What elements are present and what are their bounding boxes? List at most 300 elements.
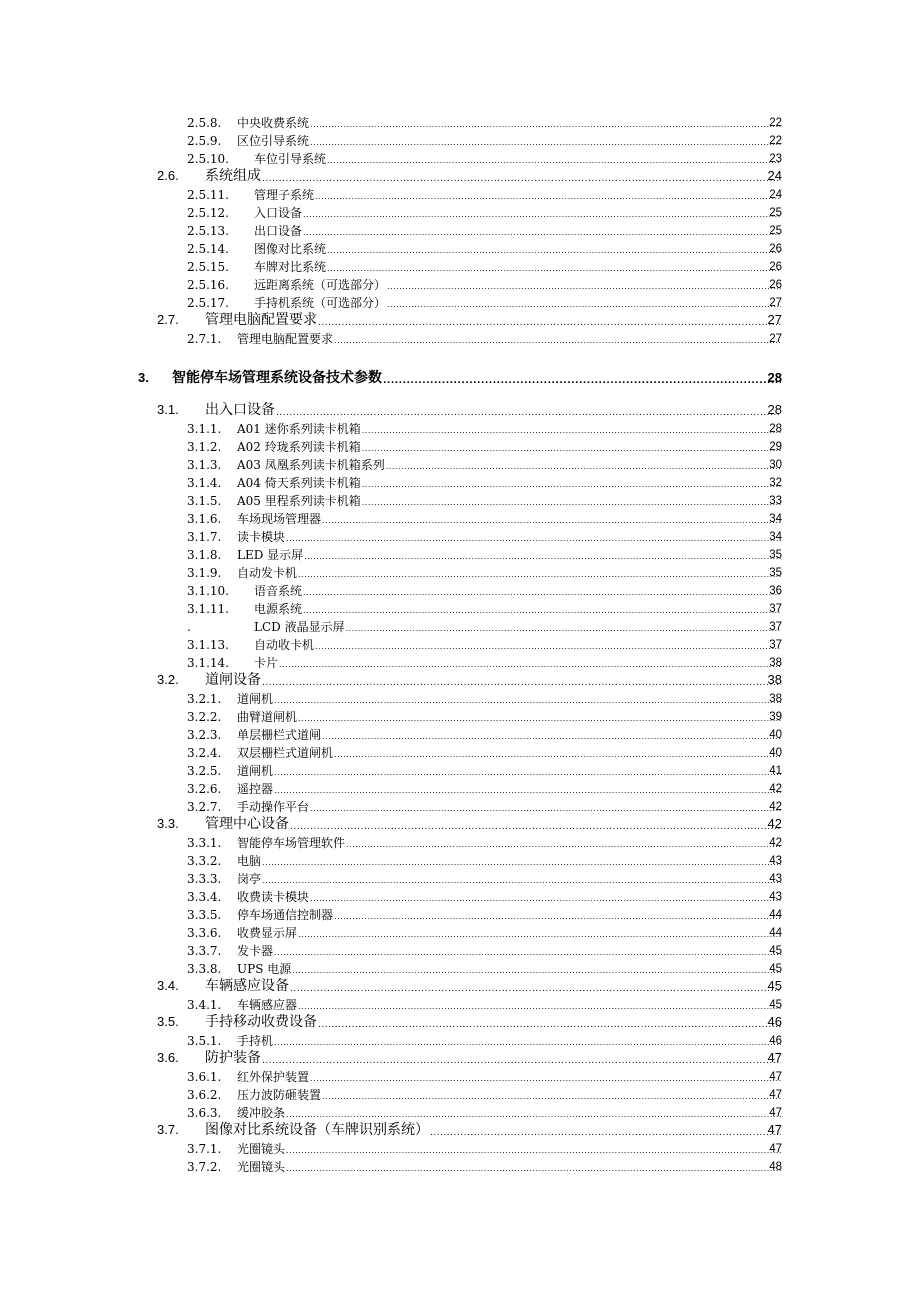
toc-entry-title-line [254, 224, 782, 238]
toc-entry-page-number: 39 [769, 711, 782, 723]
toc-entry-number: 3.1.4. [187, 476, 222, 490]
toc-entry-number: 2.5.11. [187, 188, 229, 202]
toc-entry-page-number: 37 [769, 639, 782, 651]
toc-entry-title: 智能停车场管理系统设备技术参数 [172, 370, 382, 386]
toc-entry-page-number: 26 [769, 261, 782, 273]
toc-entry-page-number: 27 [767, 312, 782, 327]
toc-entry[interactable] [0, 940, 920, 958]
toc-dot-leader [310, 120, 781, 130]
toc-entry-title-line [237, 926, 782, 940]
toc-entry-number: 2.5.8. [187, 116, 222, 130]
toc-entry-title: 手动操作平台 [237, 800, 310, 814]
toc-entry[interactable] [0, 1138, 920, 1156]
toc-entry[interactable] [0, 508, 920, 526]
toc-entry-title-line [237, 1106, 782, 1120]
toc-dot-leader [346, 840, 781, 850]
toc-entry-title-line [237, 440, 782, 454]
toc-entry[interactable] [0, 580, 920, 598]
toc-entry[interactable] [0, 292, 920, 310]
toc-entry-number: 2.5.16. [187, 278, 229, 292]
toc-entry-title-line [254, 206, 782, 220]
toc-dot-leader [334, 336, 781, 346]
toc-entry-number: 2.5.10. [187, 152, 229, 166]
toc-entry-number: 3.2.6. [187, 782, 222, 796]
toc-entry-number: 3.1.10. [187, 584, 229, 598]
toc-dot-leader [286, 1146, 781, 1156]
toc-entry-title: 管理电脑配置要求 [237, 332, 334, 346]
toc-entry-title: 管理子系统 [254, 188, 315, 202]
toc-entry-number: 3.2.3. [187, 728, 222, 742]
toc-dot-leader [290, 984, 781, 994]
toc-dot-leader [262, 1056, 781, 1066]
toc-entry-number: 3.2.4. [187, 746, 222, 760]
toc-entry[interactable] [0, 1030, 920, 1048]
toc-entry-page-number: 27 [769, 333, 782, 345]
toc-entry-title-line [237, 692, 782, 706]
toc-entry[interactable] [0, 544, 920, 562]
toc-entry-number: 3.1.3. [187, 458, 222, 472]
toc-entry[interactable] [0, 706, 920, 724]
toc-entry[interactable] [0, 238, 920, 256]
toc-entry-title-line [237, 1088, 782, 1102]
toc-entry[interactable] [0, 472, 920, 490]
toc-dot-leader [303, 228, 781, 238]
toc-entry[interactable] [0, 616, 920, 634]
toc-dot-leader [334, 750, 781, 760]
toc-entry-title: 手持移动收费设备 [205, 1014, 317, 1030]
toc-entry[interactable] [0, 922, 920, 940]
toc-entry-page-number: 47 [767, 1050, 782, 1065]
toc-entry-title-line [205, 1122, 782, 1138]
toc-entry-page-number: 46 [769, 1035, 782, 1047]
toc-entry-title: 道闸机 [237, 764, 274, 778]
toc-dot-leader [322, 516, 781, 526]
toc-dot-leader [303, 210, 781, 220]
toc-entry[interactable] [0, 634, 920, 652]
toc-entry[interactable] [0, 850, 920, 868]
toc-entry-title: 车位引导系统 [254, 152, 327, 166]
toc-entry-title: 车辆感应器 [237, 998, 298, 1012]
toc-dot-leader [290, 822, 781, 832]
toc-entry-page-number: 47 [769, 1071, 782, 1083]
toc-entry-number: 3.5.1. [187, 1034, 222, 1048]
toc-dot-leader [292, 966, 781, 976]
toc-entry[interactable] [0, 202, 920, 220]
toc-dot-leader [318, 1020, 781, 1030]
toc-entry-title-line [254, 602, 782, 616]
toc-entry-page-number: 43 [769, 891, 782, 903]
toc-entry[interactable] [0, 1048, 920, 1066]
toc-entry[interactable] [0, 814, 920, 832]
toc-entry[interactable] [0, 418, 920, 436]
toc-entry-title: A01 迷你系列读卡机箱 [237, 422, 361, 436]
toc-entry[interactable] [0, 130, 920, 148]
toc-entry-number: 3.1.11. [187, 602, 229, 616]
toc-dot-leader [362, 498, 781, 508]
toc-entry-page-number: 43 [769, 873, 782, 885]
toc-entry-title: 岗亭 [237, 872, 262, 886]
toc-dot-leader [298, 570, 781, 580]
toc-entry-title: 卡片 [254, 656, 279, 670]
toc-dot-leader [274, 786, 781, 796]
toc-entry-title: 语音系统 [254, 584, 303, 598]
toc-dot-leader [383, 376, 781, 386]
toc-entry[interactable] [0, 688, 920, 706]
toc-entry-title: 收费读卡模块 [237, 890, 310, 904]
toc-entry-page-number: 24 [767, 168, 782, 183]
toc-entry[interactable] [0, 328, 920, 346]
toc-entry-page-number: 47 [767, 1122, 782, 1137]
toc-entry-number: 3.3.8. [187, 962, 222, 976]
toc-entry-number: 3.3.6. [187, 926, 222, 940]
toc-dot-leader [327, 264, 781, 274]
toc-entry-page-number: 45 [769, 963, 782, 975]
toc-entry-title-line [205, 168, 782, 184]
table-of-contents [0, 112, 920, 1174]
toc-dot-leader [310, 894, 781, 904]
toc-entry[interactable] [0, 1012, 920, 1030]
toc-entry-title-line [237, 332, 782, 346]
toc-entry[interactable] [0, 112, 920, 130]
toc-entry-title-line [205, 1050, 782, 1066]
toc-dot-leader [303, 606, 781, 616]
toc-entry[interactable] [0, 994, 920, 1012]
toc-dot-leader [298, 714, 781, 724]
toc-dot-leader [286, 534, 781, 544]
toc-dot-leader [315, 642, 781, 652]
toc-entry[interactable] [0, 526, 920, 544]
toc-entry[interactable] [0, 1066, 920, 1084]
toc-entry-number: 2.5.14. [187, 242, 229, 256]
toc-entry-number: . [187, 620, 191, 634]
toc-entry-title-line [237, 494, 782, 508]
toc-entry-number: 3.1.14. [187, 656, 229, 670]
toc-entry-title-line [237, 854, 782, 868]
toc-entry-page-number: 42 [767, 816, 782, 831]
toc-entry-page-number: 42 [769, 837, 782, 849]
toc-entry-title-line [237, 1070, 782, 1084]
toc-entry[interactable] [0, 562, 920, 580]
toc-dot-leader [274, 1038, 781, 1048]
toc-entry-title: LCD 液晶显示屏 [254, 620, 345, 634]
toc-dot-leader [322, 732, 781, 742]
toc-entry-title-line [205, 402, 782, 418]
toc-entry-title: 单层栅栏式道闸 [237, 728, 322, 742]
toc-entry[interactable] [0, 346, 920, 386]
toc-dot-leader [298, 1002, 781, 1012]
toc-entry-page-number: 29 [769, 441, 782, 453]
toc-entry-title-line [237, 530, 782, 544]
toc-entry[interactable] [0, 742, 920, 760]
toc-entry-number: 3.2.2. [187, 710, 222, 724]
toc-entry-title: 双层栅栏式道闸机 [237, 746, 334, 760]
toc-entry-title-line [237, 458, 782, 472]
toc-entry-title: 读卡模块 [237, 530, 286, 544]
toc-entry-title-line [237, 944, 782, 958]
toc-entry-title: 手持机 [237, 1034, 274, 1048]
toc-entry-page-number: 46 [767, 1014, 782, 1029]
toc-entry-title: 光圈镜头 [237, 1160, 286, 1174]
toc-entry-page-number: 27 [769, 297, 782, 309]
toc-entry-title-line [237, 1142, 782, 1156]
toc-entry[interactable] [0, 490, 920, 508]
toc-entry-page-number: 28 [769, 423, 782, 435]
toc-entry-title: 车辆感应设备 [205, 978, 289, 994]
toc-entry-page-number: 34 [769, 531, 782, 543]
toc-entry-title: 自动发卡机 [237, 566, 298, 580]
toc-entry-page-number: 45 [769, 999, 782, 1011]
toc-entry-title-line [254, 152, 782, 166]
toc-entry-number: 3.4. [157, 978, 179, 993]
toc-entry-title-line [237, 134, 782, 148]
toc-entry-page-number: 30 [769, 459, 782, 471]
toc-entry-title-line [237, 764, 782, 778]
toc-dot-leader [310, 138, 781, 148]
toc-entry-title-line [237, 512, 782, 526]
toc-entry-title: 电脑 [237, 854, 262, 868]
toc-entry-title-line [254, 656, 782, 670]
toc-dot-leader [279, 660, 781, 670]
toc-entry-page-number: 40 [769, 747, 782, 759]
toc-entry-number: 2.5.9. [187, 134, 222, 148]
toc-entry-page-number: 36 [769, 585, 782, 597]
toc-entry-title: 出入口设备 [205, 402, 275, 418]
toc-entry-title-line [254, 620, 782, 634]
toc-entry[interactable] [0, 1102, 920, 1120]
toc-dot-leader [387, 282, 781, 292]
toc-entry-number: 3.6.2. [187, 1088, 222, 1102]
toc-entry-page-number: 23 [769, 153, 782, 165]
toc-entry-number: 3.3.1. [187, 836, 222, 850]
toc-entry-title: 管理中心设备 [205, 816, 289, 832]
toc-entry-title-line [205, 312, 782, 328]
toc-entry-title: 压力波防砸装置 [237, 1088, 322, 1102]
toc-entry-title-line [205, 1014, 782, 1030]
toc-entry-number: 3.3.7. [187, 944, 222, 958]
toc-entry-title: 缓冲胶条 [237, 1106, 286, 1120]
toc-entry-title: 图像对比系统设备（车牌识别系统） [205, 1122, 429, 1138]
toc-entry-title-line [237, 728, 782, 742]
toc-entry-number: 3.2.1. [187, 692, 222, 706]
toc-entry-number: 3.3.5. [187, 908, 222, 922]
toc-entry-number: 3.7. [157, 1122, 179, 1137]
toc-entry-title-line [205, 978, 782, 994]
toc-entry-page-number: 24 [769, 189, 782, 201]
toc-entry-page-number: 44 [769, 909, 782, 921]
toc-entry-title: 遥控器 [237, 782, 274, 796]
toc-entry[interactable] [0, 886, 920, 904]
toc-entry[interactable] [0, 976, 920, 994]
toc-dot-leader [362, 444, 781, 454]
toc-entry-title: UPS 电源 [237, 962, 292, 976]
toc-entry-title: A02 玲珑系列读卡机箱 [237, 440, 361, 454]
toc-entry-number: 3.1.9. [187, 566, 222, 580]
toc-entry-title: A03 凤凰系列读卡机箱系列 [237, 458, 385, 472]
toc-entry-title: LED 显示屏 [237, 548, 304, 562]
toc-entry-title: 管理电脑配置要求 [205, 312, 317, 328]
toc-entry-page-number: 25 [769, 207, 782, 219]
toc-entry-number: 3.7.1. [187, 1142, 222, 1156]
toc-dot-leader [262, 876, 781, 886]
toc-entry-number: 3.2.7. [187, 800, 222, 814]
toc-entry-page-number: 47 [769, 1107, 782, 1119]
toc-entry-title-line [237, 476, 782, 490]
toc-entry-page-number: 33 [769, 495, 782, 507]
toc-entry[interactable] [0, 760, 920, 778]
toc-entry-page-number: 41 [769, 765, 782, 777]
toc-dot-leader [274, 948, 781, 958]
toc-entry[interactable] [0, 778, 920, 796]
toc-entry-title-line [254, 260, 782, 274]
toc-entry-title-line [237, 890, 782, 904]
toc-dot-leader [310, 804, 781, 814]
toc-entry-page-number: 43 [769, 855, 782, 867]
toc-entry-number: 2.6. [157, 168, 179, 183]
toc-entry-number: 3.7.2. [187, 1160, 222, 1174]
toc-entry-number: 2.5.13. [187, 224, 229, 238]
toc-entry-number: 3.1.8. [187, 548, 222, 562]
toc-dot-leader [274, 768, 781, 778]
toc-dot-leader [310, 1074, 781, 1084]
toc-entry-page-number: 37 [769, 621, 782, 633]
toc-entry-title: 手持机系统（可选部分） [254, 296, 387, 310]
toc-entry-number: 3.3.4. [187, 890, 222, 904]
toc-entry-title-line [254, 638, 782, 652]
toc-entry-page-number: 32 [769, 477, 782, 489]
toc-entry[interactable] [0, 220, 920, 238]
toc-entry-number: 2.5.15. [187, 260, 229, 274]
toc-dot-leader [334, 912, 781, 922]
toc-entry-page-number: 42 [769, 801, 782, 813]
toc-entry-page-number: 45 [767, 978, 782, 993]
toc-entry-title: 防护装备 [205, 1050, 261, 1066]
toc-entry-number: 3.1.2. [187, 440, 222, 454]
toc-entry-title-line [254, 584, 782, 598]
toc-entry-title: 电源系统 [254, 602, 303, 616]
toc-entry-page-number: 47 [769, 1089, 782, 1101]
toc-entry-title: 出口设备 [254, 224, 303, 238]
toc-dot-leader [387, 300, 781, 310]
toc-entry-page-number: 22 [769, 117, 782, 129]
toc-entry[interactable] [0, 868, 920, 886]
toc-entry-title-line [237, 746, 782, 760]
toc-entry[interactable] [0, 598, 920, 616]
toc-dot-leader [315, 192, 781, 202]
toc-entry-number: 2.7. [157, 312, 179, 327]
toc-entry-page-number: 47 [769, 1143, 782, 1155]
toc-entry[interactable] [0, 796, 920, 814]
toc-entry-page-number: 26 [769, 279, 782, 291]
toc-dot-leader [304, 552, 781, 562]
toc-entry-number: 3.6.1. [187, 1070, 222, 1084]
toc-entry-number: 3.2.5. [187, 764, 222, 778]
toc-dot-leader [276, 408, 781, 418]
toc-entry-title: 曲臂道闸机 [237, 710, 298, 724]
toc-entry[interactable] [0, 386, 920, 418]
toc-entry-title-line [237, 116, 782, 130]
toc-entry-page-number: 42 [769, 783, 782, 795]
toc-dot-leader [298, 930, 781, 940]
toc-entry-page-number: 25 [769, 225, 782, 237]
toc-entry-number: 3.1. [157, 402, 179, 417]
toc-entry-number: 3.4.1. [187, 998, 222, 1012]
toc-dot-leader [262, 858, 781, 868]
toc-entry[interactable] [0, 652, 920, 670]
toc-entry[interactable] [0, 1156, 920, 1174]
toc-entry-number: 2.5.17. [187, 296, 229, 310]
toc-entry-page-number: 38 [767, 672, 782, 687]
toc-entry[interactable] [0, 670, 920, 688]
toc-entry-title: 入口设备 [254, 206, 303, 220]
toc-entry-page-number: 45 [769, 945, 782, 957]
toc-dot-leader [286, 1110, 781, 1120]
toc-entry-page-number: 38 [769, 693, 782, 705]
toc-entry-title-line [254, 242, 782, 256]
toc-entry-number: 3.3.2. [187, 854, 222, 868]
toc-entry[interactable] [0, 904, 920, 922]
toc-entry-title: 停车场通信控制器 [237, 908, 334, 922]
toc-entry[interactable] [0, 256, 920, 274]
toc-entry-title-line [237, 872, 782, 886]
toc-entry-page-number: 35 [769, 549, 782, 561]
toc-entry[interactable] [0, 1084, 920, 1102]
toc-entry[interactable] [0, 310, 920, 328]
toc-entry-page-number: 22 [769, 135, 782, 147]
toc-entry-page-number: 34 [769, 513, 782, 525]
toc-entry[interactable] [0, 724, 920, 742]
toc-entry-number: 3.1.5. [187, 494, 222, 508]
toc-dot-leader [262, 678, 781, 688]
toc-dot-leader [274, 696, 781, 706]
toc-entry-number: 3.6.3. [187, 1106, 222, 1120]
toc-entry[interactable] [0, 148, 920, 166]
toc-entry-title: 收费显示屏 [237, 926, 298, 940]
toc-entry-title: 智能停车场管理软件 [237, 836, 346, 850]
toc-entry-title: A04 倚天系列读卡机箱 [237, 476, 361, 490]
toc-entry[interactable] [0, 436, 920, 454]
toc-entry-title-line [237, 782, 782, 796]
toc-entry[interactable] [0, 166, 920, 184]
toc-entry-title-line [237, 962, 782, 976]
toc-entry[interactable] [0, 454, 920, 472]
toc-entry-number: 3. [138, 370, 149, 385]
toc-entry-title-line [237, 908, 782, 922]
toc-entry-title-line [254, 278, 782, 292]
toc-dot-leader [327, 246, 781, 256]
toc-entry-number: 3.1.6. [187, 512, 222, 526]
toc-entry-title-line [237, 422, 782, 436]
toc-dot-leader [346, 624, 781, 634]
toc-entry-title: 红外保护装置 [237, 1070, 310, 1084]
toc-entry[interactable] [0, 1120, 920, 1138]
toc-entry[interactable] [0, 274, 920, 292]
toc-entry[interactable] [0, 184, 920, 202]
toc-entry-title: 车场现场管理器 [237, 512, 322, 526]
toc-entry-title: 图像对比系统 [254, 242, 327, 256]
toc-entry-page-number: 38 [769, 657, 782, 669]
toc-entry-title-line [237, 836, 782, 850]
toc-entry-title-line [254, 296, 782, 310]
toc-entry-title-line [237, 800, 782, 814]
toc-entry-number: 3.1.13. [187, 638, 229, 652]
toc-entry-number: 3.5. [157, 1014, 179, 1029]
toc-entry-title: 系统组成 [205, 168, 261, 184]
toc-entry-page-number: 37 [769, 603, 782, 615]
toc-entry[interactable] [0, 832, 920, 850]
toc-entry[interactable] [0, 958, 920, 976]
toc-entry-page-number: 28 [767, 402, 782, 417]
toc-entry-number: 3.1.1. [187, 422, 222, 436]
